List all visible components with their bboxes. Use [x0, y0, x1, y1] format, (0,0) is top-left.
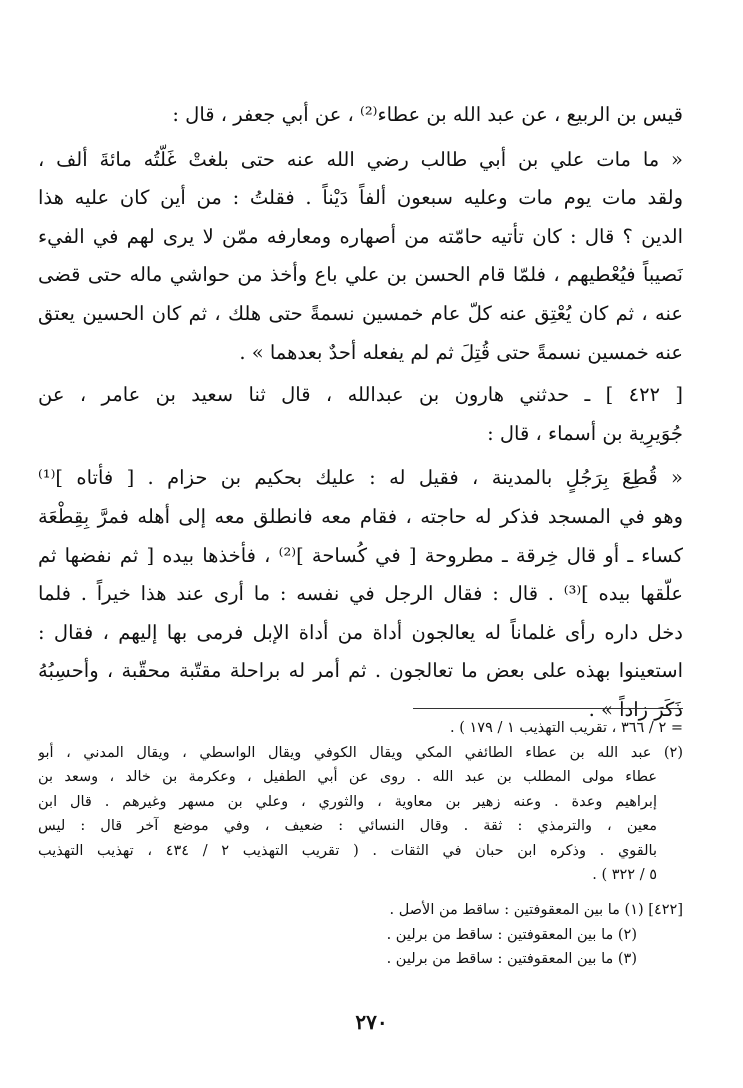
footnote-line: (٢) ما بين المعقوفتين : ساقط من برلين . — [386, 926, 637, 943]
text-line: علّقها بيده ]⁽³⁾ . قال : فقال الرجل في نفسه : ما أرى عند هذا خيراً . فلما — [38, 582, 683, 606]
footnote-line: عطاء مولى المطلب بن عبد الله . روى عن أبي الطفيل ، وعكرمة بن خالد ، وسعد بن — [38, 769, 657, 785]
text-line: « ما مات علي بن أبي طالب رضي الله عنه حتى بلغتْ غَلّتُه مائةَ ألف ، — [38, 147, 683, 171]
page-number: ٢٧٠ — [355, 1010, 388, 1034]
text-line: استعينوا بهذه على بعض ما تعالجون . ثم أمر له براحلة مقتّبة محقّبة ، وأحسِبُهُ — [38, 659, 683, 683]
footnote-line: = ٢ / ٣٦٦ ، تقريب التهذيب ١ / ١٧٩ ) . — [450, 720, 683, 736]
footnote-line: إبراهيم وعدة . وعنه زهير بن معاوية ، والثوري ، وعلي بن مسهر وغيرهم . قال ابن — [38, 793, 657, 810]
text-line: [ ٤٢٢ ] ـ حدثني هارون بن عبدالله ، قال ثنا سعيد بن عامر ، عن — [38, 383, 683, 407]
text-line: ولقد مات يوم مات وعليه سبعون ألفاً دَيْناً . فقلتُ : من أين كان عليه هذا — [38, 186, 683, 210]
text-line: وهو في المسجد فذكر له حاجته ، فقام معه فانطلق معه إلى أهله فمرَّ بِقِطْعَة — [38, 504, 683, 528]
footnote-line: معين ، والترمذي : ثقة . وقال النسائي : ضعيف ، وفي موضع آخر قال : ليس — [38, 818, 657, 834]
text-line: الدين ؟ قال : كان تأتيه حامّته من أصهاره ومعارفه ممّن لا يرى لهم في الفيء — [38, 224, 683, 248]
text-line: قيس بن الربيع ، عن عبد الله بن عطاء⁽²⁾ ، عن أبي جعفر ، قال : — [172, 103, 683, 126]
footnote-divider — [413, 708, 683, 709]
text-line: ذَكَرَ زاداً » . — [588, 697, 683, 721]
text-line: كساء ـ أو قال خِرقة ـ مطروحة [ في كُساحة ]⁽²⁾ ، فأخذها بيده [ ثم نفضها ثم — [38, 543, 683, 567]
footnote-line: ٥ / ٣٢٢ ) . — [592, 867, 657, 883]
footnote-line: (٣) ما بين المعقوفتين : ساقط من برلين . — [386, 951, 637, 967]
text-line: دخل داره رأى غلماناً له يعالجون أداة من أداة الإبل فرمى بها إليهم ، فقال : — [38, 620, 683, 644]
footnote-line: (٢) عبد الله بن عطاء الطائفي المكي ويقال الكوفي ويقال الواسطي ، ويقال المدني ، أبو — [38, 744, 683, 761]
footnote-line: [٤٢٢] (١) ما بين المعقوفتين : ساقط من الأصل . — [389, 902, 683, 918]
text-line: « قُطِعَ بِرَجُلٍ بالمدينة ، فقيل له : عليك بحكيم بن حزام . [ فأتاه ]⁽¹⁾ — [38, 466, 683, 490]
text-line: عنه خمسين نسمةً حتى قُتِلَ ثم لم يفعله أحدٌ بعدهما » . — [239, 340, 683, 364]
text-line: جُوَيرِية بن أسماء ، قال : — [487, 421, 683, 445]
footnote-line: بالقوي . وذكره ابن حبان في الثقات . ( تقريب التهذيب ٢ / ٤٣٤ ، تهذيب التهذيب — [38, 842, 657, 859]
text-line: عنه ، ثم كان يُعْتِق عنه كلّ عام خمسين نسمةً حتى هلك ، ثم كان الحسين يعتق — [38, 301, 683, 325]
text-line: نَصيباً فيُعْطيهم ، فلمّا قام الحسن بن علي باع وأخذ من حواشي ماله حتى قضى — [38, 263, 683, 287]
main-text — [38, 96, 683, 730]
